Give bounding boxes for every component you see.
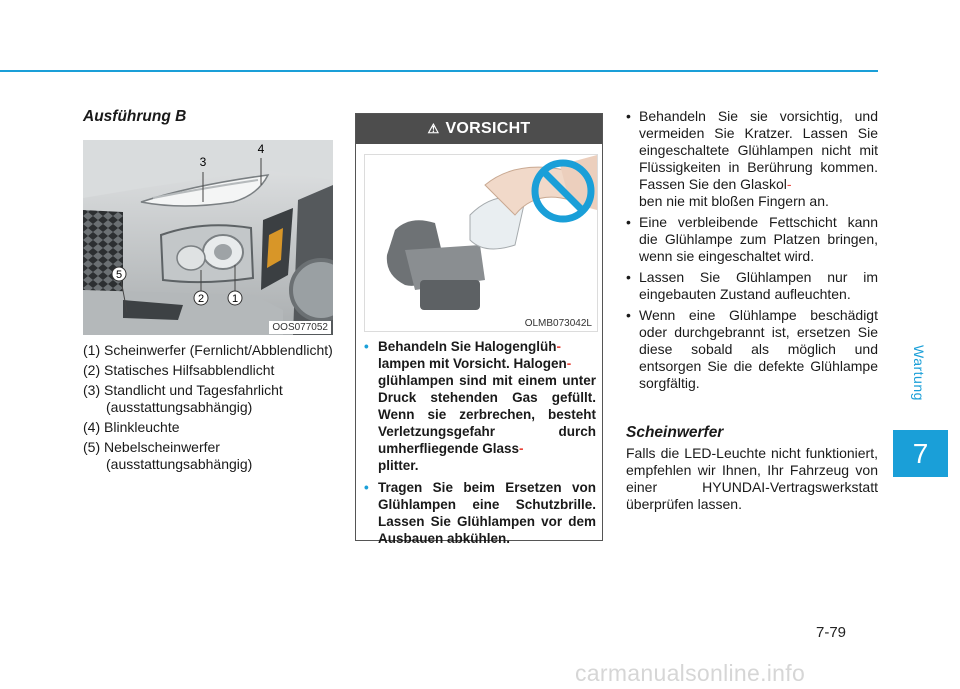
header-rule: [0, 70, 878, 72]
parts-list: [83, 342, 333, 476]
callout-1: [228, 291, 242, 305]
svg-text:3: 3: [199, 155, 207, 169]
callout-3: [200, 155, 207, 169]
svg-text:2: 2: [197, 293, 205, 305]
callout-5: [112, 267, 126, 281]
list-item: (1) Scheinwerfer (Fernlicht/Abblendlicht): [83, 342, 333, 358]
list-item: • Behandeln Sie sie vorsichtig, und vermeiden Sie Kratzer. Lassen Sie eingeschaltete Glühlampen nicht mit Flüssigkeiten in Berührung kommen. Fassen Sie den Glaskol- ben nie mit bloßen Fingern an.: [626, 108, 878, 209]
figure-code: OLMB073042L: [522, 317, 595, 330]
warning-box: [355, 113, 603, 546]
list-item: • Tragen Sie beim Ersetzen von Glühlampen eine Schutzbrille. Lassen Sie Glühlampen vor dem Ausbauen abkühlen.: [364, 480, 596, 546]
page-number: 7-79: [816, 624, 847, 641]
list-item: • Wenn eine Glühlampe beschädigt oder durchgebrannt ist, ersetzen Sie diese sobald als möglich und entsorgen Sie die defekte Glühlampe sorgfältig.: [626, 307, 878, 391]
svg-text:5: 5: [115, 269, 123, 281]
list-item: (3) Standlicht und Tagesfahrlicht (ausstattungsabhängig): [83, 382, 283, 415]
warning-triangle-icon: ⚠: [427, 121, 440, 136]
watermark: carmanualsonline.info: [575, 660, 806, 686]
section-title: Ausführung B: [83, 108, 187, 125]
bullet-icon: •: [626, 108, 631, 124]
subsection-title: Scheinwerfer: [626, 424, 724, 441]
headlamp-figure: [83, 140, 333, 335]
car-front-illustration: [83, 140, 333, 335]
subsection-text: Falls die LED-Leuchte nicht funktioniert, empfehlen wir Ihnen, Ihr Fahrzeug von einer HYUNDAI-Vertragswerkstatt überprüfen lassen.: [626, 445, 878, 512]
warning-title: VORSICHT: [445, 120, 531, 137]
callout-2: [194, 291, 208, 305]
figure-code: OOS077052: [269, 321, 331, 334]
chapter-number: 7: [893, 430, 948, 477]
list-item: (5) Nebelscheinwerfer (ausstattungsabhängig): [83, 439, 253, 472]
warning-header: [356, 114, 602, 144]
bullet-icon: •: [626, 269, 631, 285]
list-item: • Behandeln Sie Halogenglüh- lampen mit Vorsicht. Halogen- glühlampen sind mit einem unter Druck stehenden Gas gefüllt. Wenn sie zerbrechen, besteht Verletzungsgefahr durch umherfliegende Glass- plitter.: [364, 339, 596, 473]
bullet-icon: •: [626, 307, 631, 323]
chapter-label: Wartung: [911, 345, 927, 401]
list-item: • Lassen Sie Glühlampen nur im eingebauten Zustand aufleuchten.: [626, 269, 878, 302]
bullet-icon: •: [364, 339, 369, 354]
list-item: (2) Statisches Hilfsabblendlicht: [83, 362, 275, 378]
list-item: (4) Blinkleuchte: [83, 419, 180, 435]
bullet-icon: •: [364, 480, 369, 495]
halogen-bulb-illustration: [365, 155, 597, 331]
list-item: • Eine verbleibende Fettschicht kann die Glühlampe zum Platzen bringen, wenn sie eingeschaltet wird.: [626, 214, 878, 264]
warning-list: [364, 338, 596, 552]
callout-4: [258, 142, 265, 156]
svg-text:4: 4: [257, 142, 265, 156]
svg-text:1: 1: [231, 293, 239, 305]
bullet-icon: •: [626, 214, 631, 230]
bulb-figure: [364, 154, 598, 332]
handling-list: [626, 108, 878, 396]
